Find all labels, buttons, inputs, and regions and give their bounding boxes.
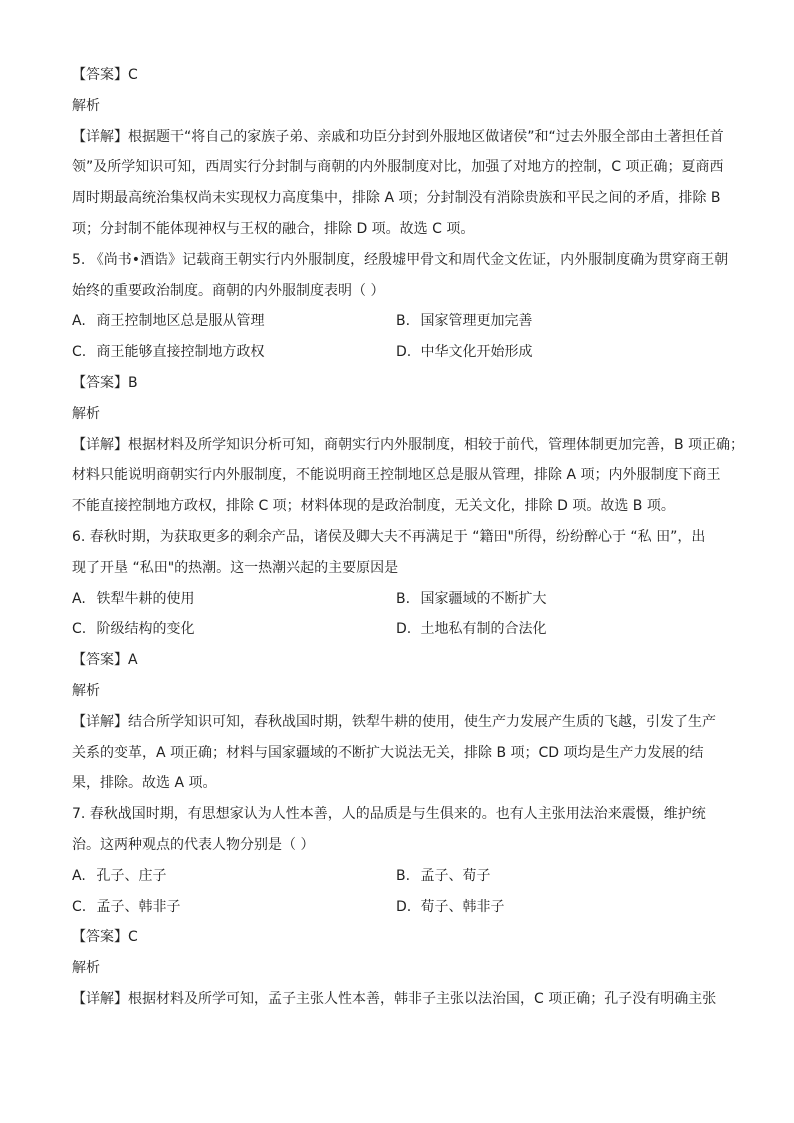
answer-line	[72, 368, 722, 399]
question-stem: 治。这两种观点的代表人物分别是（ ）	[72, 836, 315, 853]
detail-line: 周时期最高统治集权尚未实现权力高度集中，排除 A 项；分封制没有消除贵族和平民之间的矛盾，排除 B	[72, 190, 721, 207]
answer-value: A	[128, 652, 138, 669]
detail-line: 领”及所学知识可知，西周实行分封制与商朝的内外服制度对比，加强了对地方的控制，C 项正确；夏商西	[72, 159, 724, 176]
analysis-label: 解析	[72, 405, 100, 422]
detail-line: 【详解】结合所学知识可知，春秋战国时期，铁犁牛耕的使用，使生产力发展产生质的飞越，引发了生产	[72, 713, 716, 730]
document-page	[72, 60, 745, 1015]
options-row	[72, 614, 722, 645]
question-stem: 始终的重要政治制度。商朝的内外服制度表明（ ）	[72, 282, 385, 299]
option-b: B. 孟子、荀子	[396, 867, 491, 884]
option-c: C. 阶级结构的变化	[72, 621, 195, 638]
option-c: C. 孟子、韩非子	[72, 898, 181, 915]
detail-line: 不能直接控制地方政权，排除 C 项；材料体现的是政治制度，无关文化，排除 D 项。故选 B 项。	[72, 498, 675, 515]
answer-value: C	[128, 67, 138, 83]
detail-line: 【详解】根据材料及所学可知，孟子主张人性本善，韩非子主张以法治国，C 项正确；孔子没有明确主张	[72, 990, 717, 1007]
analysis-label: 解析	[72, 97, 100, 114]
answer-value: B	[128, 374, 138, 391]
answer-label: 【答案】	[72, 67, 128, 83]
options-row	[72, 584, 722, 615]
detail-line: 材料只能说明商朝实行内外服制度，不能说明商王控制地区总是服从管理，排除 A 项；内外服制度下商王	[72, 467, 721, 484]
option-d: D. 荀子、韩非子	[396, 898, 505, 915]
answer-value: C	[128, 929, 138, 946]
analysis-label: 解析	[72, 960, 100, 977]
option-b: B. 国家疆域的不断扩大	[396, 590, 547, 607]
option-d: D. 中华文化开始形成	[396, 344, 533, 361]
answer-label: 【答案】	[72, 652, 128, 669]
detail-line: 果，排除。故选 A 项。	[72, 775, 217, 792]
question-stem: 6. 春秋时期，为获取更多的剩余产品，诸侯及卿大夫不再满足于 “籍田"所得，纷纷醉心于 “私 田”，出	[72, 528, 706, 545]
option-c: C. 商王能够直接控制地方政权	[72, 344, 265, 361]
answer-line	[72, 922, 722, 953]
option-a: A. 铁犁牛耕的使用	[72, 590, 195, 607]
question-stem: 现了开垦 “私田"的热潮。这一热潮兴起的主要原因是	[72, 559, 399, 576]
options-row	[72, 306, 722, 337]
question-stem: 5. 《尚书•酒诰》记载商王朝实行内外服制度，经殷墟甲骨文和周代金文佐证，内外服制度确为贯穿商王朝	[72, 251, 729, 268]
answer-label: 【答案】	[72, 929, 128, 946]
options-row	[72, 337, 722, 368]
answer-label: 【答案】	[72, 374, 128, 391]
question-stem: 7. 春秋战国时期，有思想家认为人性本善，人的品质是与生俱来的。也有人主张用法治来震慑，维护统	[72, 806, 706, 823]
detail-line: 【详解】根据材料及所学知识分析可知，商朝实行内外服制度，相较于前代，管理体制更加完善，B 项正确；	[72, 436, 745, 453]
option-d: D. 土地私有制的合法化	[396, 621, 547, 638]
detail-line: 项；分封制不能体现神权与王权的融合，排除 D 项。故选 C 项。	[72, 220, 475, 237]
analysis-label: 解析	[72, 682, 100, 699]
answer-line	[72, 60, 722, 91]
options-row	[72, 861, 722, 892]
answer-line	[72, 645, 722, 676]
option-a: A. 商王控制地区总是服从管理	[72, 313, 265, 330]
options-row	[72, 892, 722, 923]
detail-line: 关系的变革，A 项正确；材料与国家疆域的不断扩大说法无关，排除 B 项；CD 项均是生产力发展的结	[72, 744, 704, 761]
option-a: A. 孔子、庄子	[72, 867, 167, 884]
detail-line: 【详解】根据题干“将自己的家族子弟、亲戚和功臣分封到外服地区做诸侯”和“过去外服全部由土著担任首	[72, 128, 724, 145]
option-b: B. 国家管理更加完善	[396, 313, 533, 330]
